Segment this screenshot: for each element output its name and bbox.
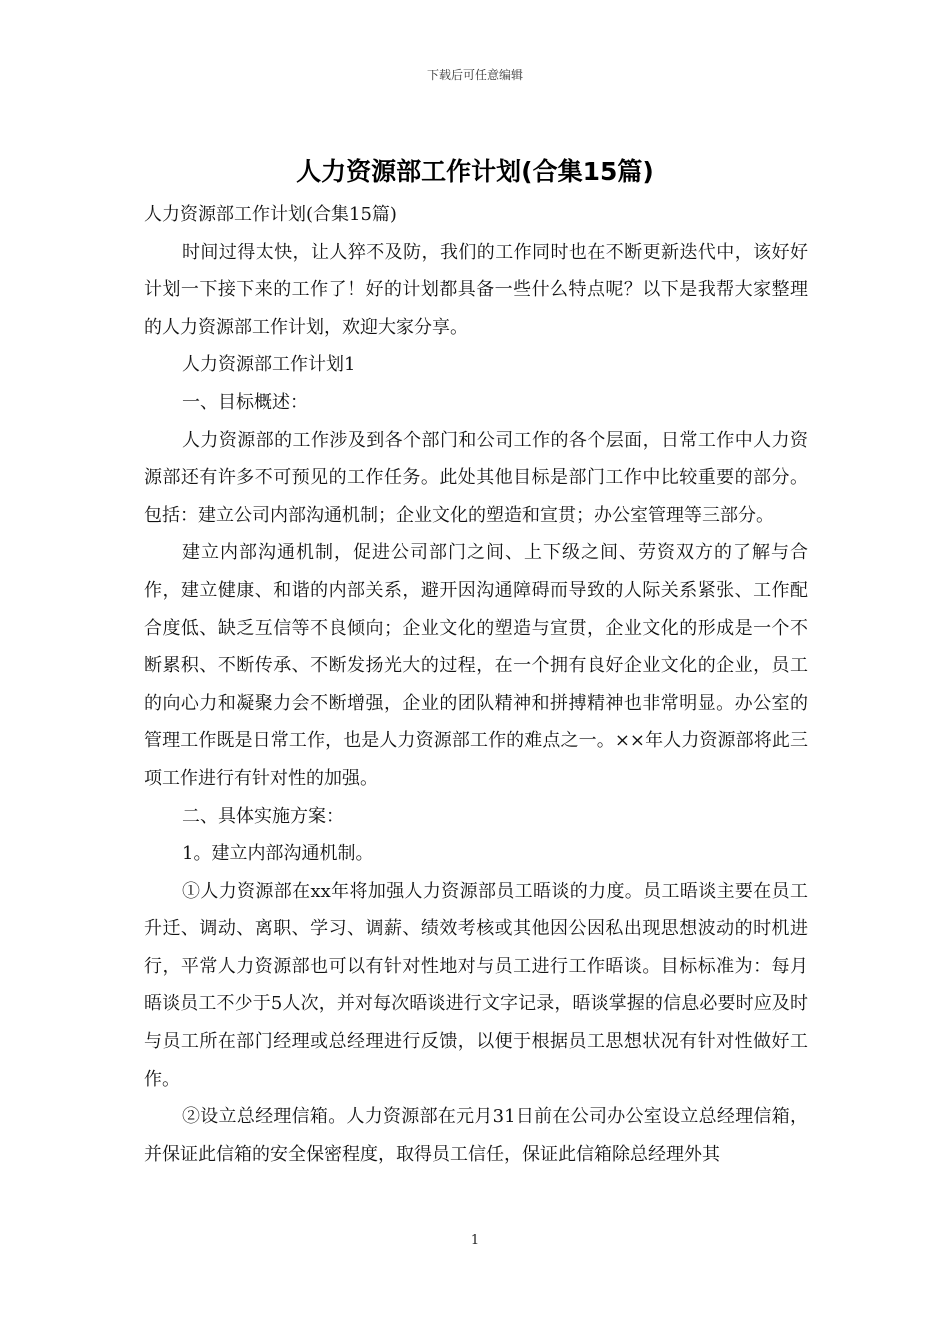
document-title: 人力资源部工作计划(合集15篇) [296,157,654,186]
paragraph-communication-culture: 建立内部沟通机制，促进公司部门之间、上下级之间、劳资双方的了解与合作，建立健康、和谐的内部关系，避开因沟通障碍而导致的人际关系紧张、工作配合度低、缺乏互信等不良倾向；企业文化的塑造与宣贯，企业文化的形成是一个不断累积、不断传承、不断发扬光大的过程，在一个拥有良好企业文化的企业，员工的向心力和凝聚力会不断增强，企业的团队精神和拼搏精神也非常明显。办公室的管理工作既是日常工作，也是人力资源部工作的难点之一。××年人力资源部将此三项工作进行有针对性的加强。 [144,542,808,789]
section-heading-goal-overview: 一、目标概述： [182,391,308,413]
page-number: 1 [470,1233,480,1248]
paragraph-employee-interviews: ①人力资源部在xx年将加强人力资源部员工晤谈的力度。员工晤谈主要在员工升迁、调动、离职、学习、调薪、绩效考核或其他因公因私出现思想波动的时机进行，平常人力资源部也可以有针对性地对与员工进行工作晤谈。目标标准为：每月晤谈员工不少于5人次，并对每次晤谈进行文字记录，晤谈掌握的信息必要时应及时与员工所在部门经理或总经理进行反馈，以便于根据员工思想状况有针对性做好工作。 [144,880,808,1090]
section-heading-plan-1: 人力资源部工作计划1 [182,354,356,376]
paragraph-intro: 时间过得太快，让人猝不及防，我们的工作同时也在不断更新迭代中，该好好计划一下接下来的工作了！好的计划都具备一些什么特点呢？以下是我帮大家整理的人力资源部工作计划，欢迎大家分享。 [144,241,808,338]
list-item-communication-mechanism: 1。建立内部沟通机制。 [182,843,374,865]
page-header-note: 下载后可任意编辑 [426,68,523,82]
paragraph-goal-description: 人力资源部的工作涉及到各个部门和公司工作的各个层面，日常工作中人力资源部还有许多不可预见的工作任务。此处其他目标是部门工作中比较重要的部分。包括：建立公司内部沟通机制；企业文化的塑造和宣贯；办公室管理等三部分。 [144,429,808,526]
document-body [144,196,808,1173]
section-heading-implementation: 二、具体实施方案： [182,805,344,827]
paragraph-manager-mailbox: ②设立总经理信箱。人力资源部在元月31日前在公司办公室设立总经理信箱，并保证此信箱的安全保密程度，取得员工信任，保证此信箱除总经理外其 [144,1106,808,1165]
paragraph-subtitle: 人力资源部工作计划(合集15篇) [144,204,397,225]
